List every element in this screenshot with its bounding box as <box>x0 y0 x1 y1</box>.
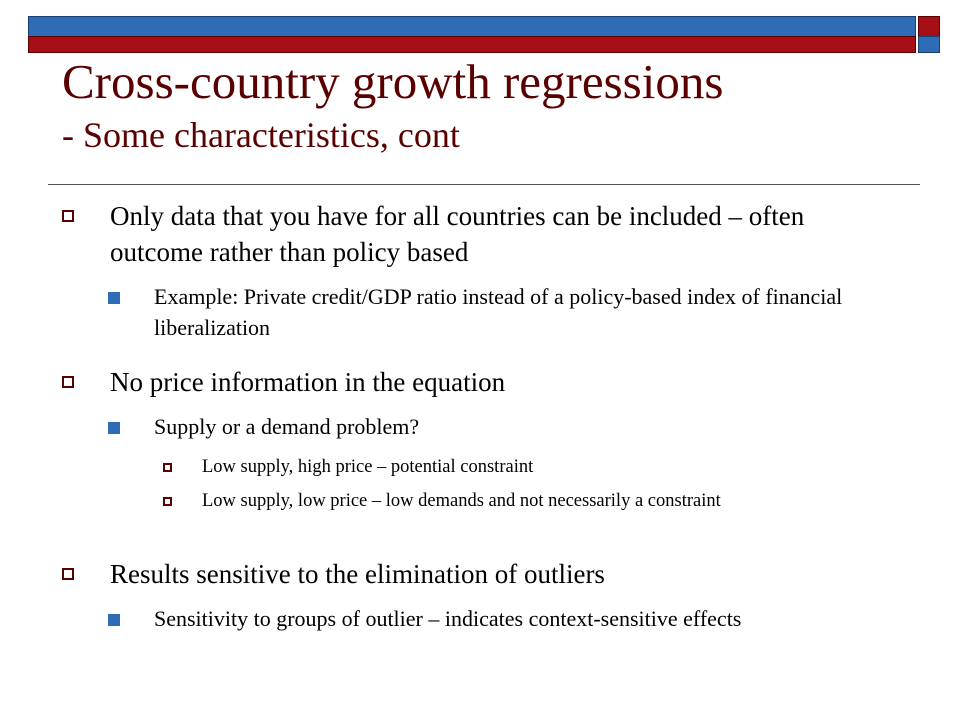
hollow-square-bullet-icon <box>62 568 74 580</box>
bullet-3-1-text: Sensitivity to groups of outlier – indicates context-sensitive effects <box>154 606 742 631</box>
bullet-2-1 <box>154 411 854 442</box>
small-hollow-square-bullet-icon <box>163 463 172 472</box>
slide-title-sub: - Some characteristics, cont <box>62 115 460 155</box>
bullet-2-1-2 <box>202 488 862 514</box>
filled-square-bullet-icon <box>108 422 120 434</box>
hollow-square-bullet-icon <box>62 376 74 388</box>
bullet-2-1-2-text: Low supply, low price – low demands and not necessarily a constraint <box>202 491 721 511</box>
corner-square-red <box>918 16 940 37</box>
bullet-1-1-text: Example: Private credit/GDP ratio instead of a policy-based index of financial liberalization <box>154 284 843 340</box>
bullet-1 <box>110 198 870 270</box>
title-divider <box>48 184 920 185</box>
filled-square-bullet-icon <box>108 614 120 626</box>
bullet-1-text: Only data that you have for all countries can be included – often outcome rather than policy based <box>110 201 805 267</box>
bullet-2-text: No price information in the equation <box>110 367 506 397</box>
slide-title-main: Cross-country growth regressions <box>62 54 724 109</box>
bullet-2 <box>110 364 870 400</box>
bullet-3-text: Results sensitive to the elimination of outliers <box>110 559 605 589</box>
bullet-2-1-1-text: Low supply, high price – potential constraint <box>202 457 534 477</box>
slide-title <box>62 52 922 158</box>
header-bar-blue <box>28 16 916 37</box>
filled-square-bullet-icon <box>108 292 120 304</box>
header-bar-red <box>28 36 916 53</box>
bullet-1-1 <box>154 281 854 343</box>
bullet-3 <box>110 556 870 592</box>
small-hollow-square-bullet-icon <box>163 497 172 506</box>
corner-square-blue <box>918 36 940 53</box>
bullet-2-1-1 <box>202 454 862 480</box>
hollow-square-bullet-icon <box>62 210 74 222</box>
bullet-3-1 <box>154 603 854 634</box>
bullet-2-1-text: Supply or a demand problem? <box>154 414 420 439</box>
